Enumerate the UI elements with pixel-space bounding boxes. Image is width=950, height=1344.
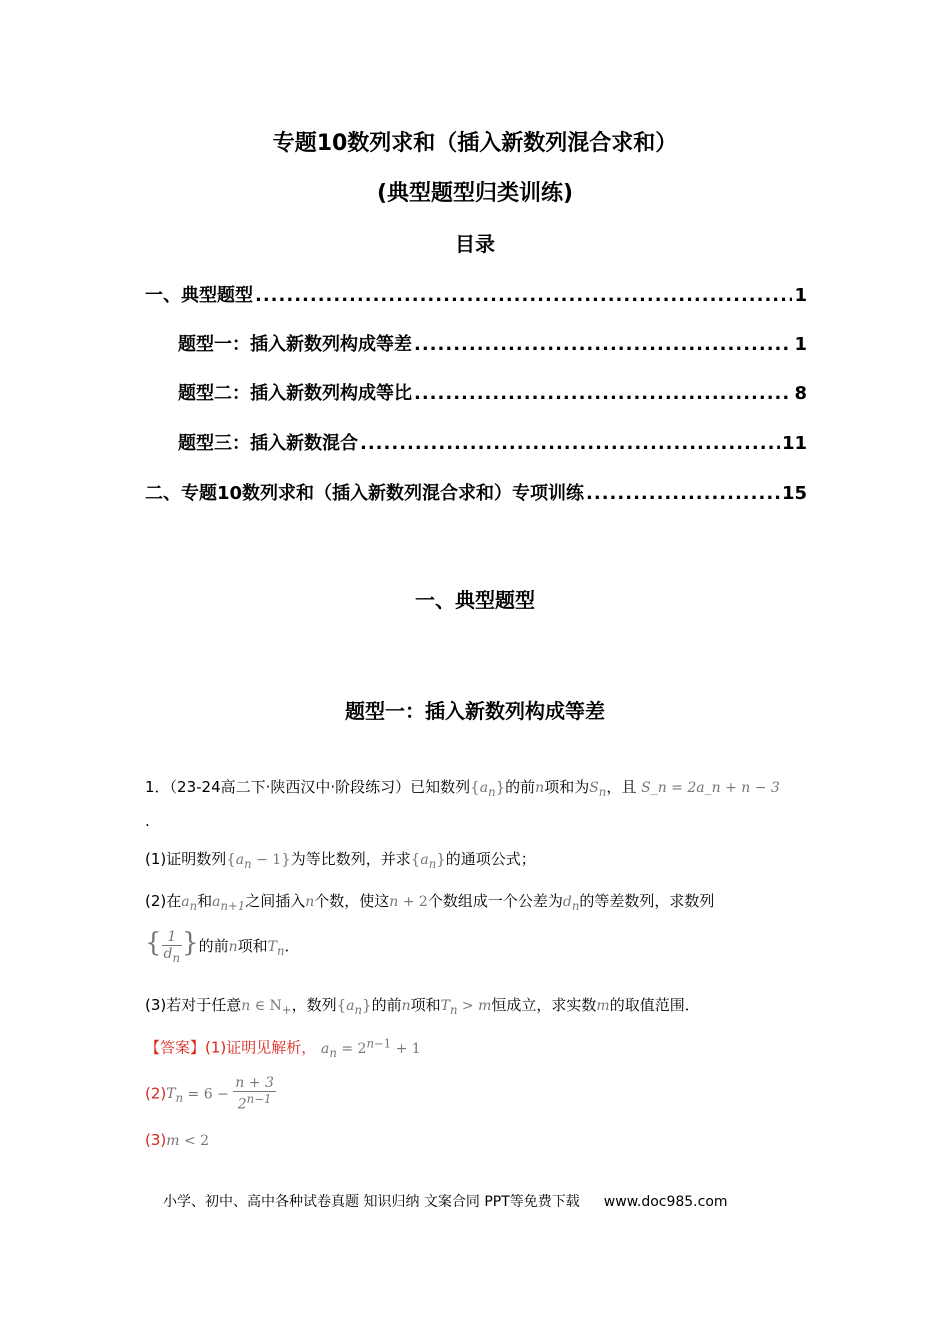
answer-tag: 【答案】 [145, 1038, 206, 1057]
toc-leader-dots [360, 433, 780, 454]
footer [163, 1191, 728, 1211]
title-line-2: (典型题型归类训练) [376, 181, 574, 206]
toc-entry-page: 15 [781, 483, 807, 504]
answer-2: $(2)T_n = 6$ − $\frac{n + 3}{2^{n-1}}$ [145, 1075, 274, 1113]
question-2: (2)在$a_n$和$a_{n+1}$之间插入n个数，使这n + 2个数组成一个公差为$d_n$的等差数列，求数列 [145, 892, 715, 913]
toc-leader-dots [255, 285, 792, 306]
toc-entry-page: 8 [794, 383, 807, 404]
question-2-cont: { $\frac{1}{d_n}$ }的前n项和$T_n$． [145, 928, 300, 965]
toc-heading: 目录 [455, 232, 495, 256]
toc-entry-label: 题型三：插入新数混合 [178, 433, 358, 454]
problem-intro: 1．（23-24高二下·陕西汉中·阶段练习）已知数列 [145, 778, 471, 796]
question-3: (3)若对于任意n ∈ $N_+$，数列$\{a_n\}$的前n项和$T_n > m$恒成立，求实数m的取值范围． [145, 996, 700, 1017]
problem-line: 1．（23-24高二下·陕西汉中·阶段练习）已知数列$\{a_n\}$的前n项和为$S_n$，且 S_n = 2a_n + n − 3 [145, 778, 780, 799]
title-line-1: 专题10数列求和（插入新数列混合求和） [272, 131, 678, 156]
footer-link[interactable]: www.doc985.com [603, 1194, 728, 1210]
toc-entry-label: 题型一：插入新数列构成等差 [178, 334, 412, 355]
footer-text: 小学、初中、高中各种试卷真题 知识归纳 文案合同 PPT等免费下载 [163, 1194, 580, 1210]
type-heading: 题型一：插入新数列构成等差 [345, 699, 605, 723]
answer-1: 【答案】(1)证明见解析， $a_n = 2^{n-1} + 1$ [145, 1036, 421, 1060]
toc-leader-dots [414, 334, 792, 355]
toc-entry[interactable] [145, 479, 807, 505]
answer-3: (3)m < 2 [145, 1131, 210, 1149]
problem-dot: . [145, 812, 150, 830]
toc-entry[interactable] [145, 281, 807, 307]
question-1: (1)证明数列$\{a_n - 1\}$为等比数列，并求$\{a_n\}$的通项公式； [145, 850, 536, 871]
toc-entry[interactable] [178, 379, 807, 405]
toc-entry[interactable] [178, 330, 807, 356]
toc-leader-dots [414, 383, 792, 404]
toc-entry[interactable] [178, 429, 807, 455]
math-formula: S_n = 2a_n + n − 3 [641, 780, 780, 796]
toc-entry-page: 1 [794, 285, 807, 306]
toc-leader-dots [586, 483, 780, 504]
section-heading: 一、典型题型 [415, 588, 535, 612]
toc-entry-label: 一、典型题型 [145, 285, 253, 306]
toc-entry-label: 二、专题10数列求和（插入新数列混合求和）专项训练 [145, 483, 585, 504]
toc-entry-label: 题型二：插入新数列构成等比 [178, 383, 412, 404]
toc-entry-page: 1 [794, 334, 807, 355]
toc-entry-page: 11 [781, 433, 807, 454]
